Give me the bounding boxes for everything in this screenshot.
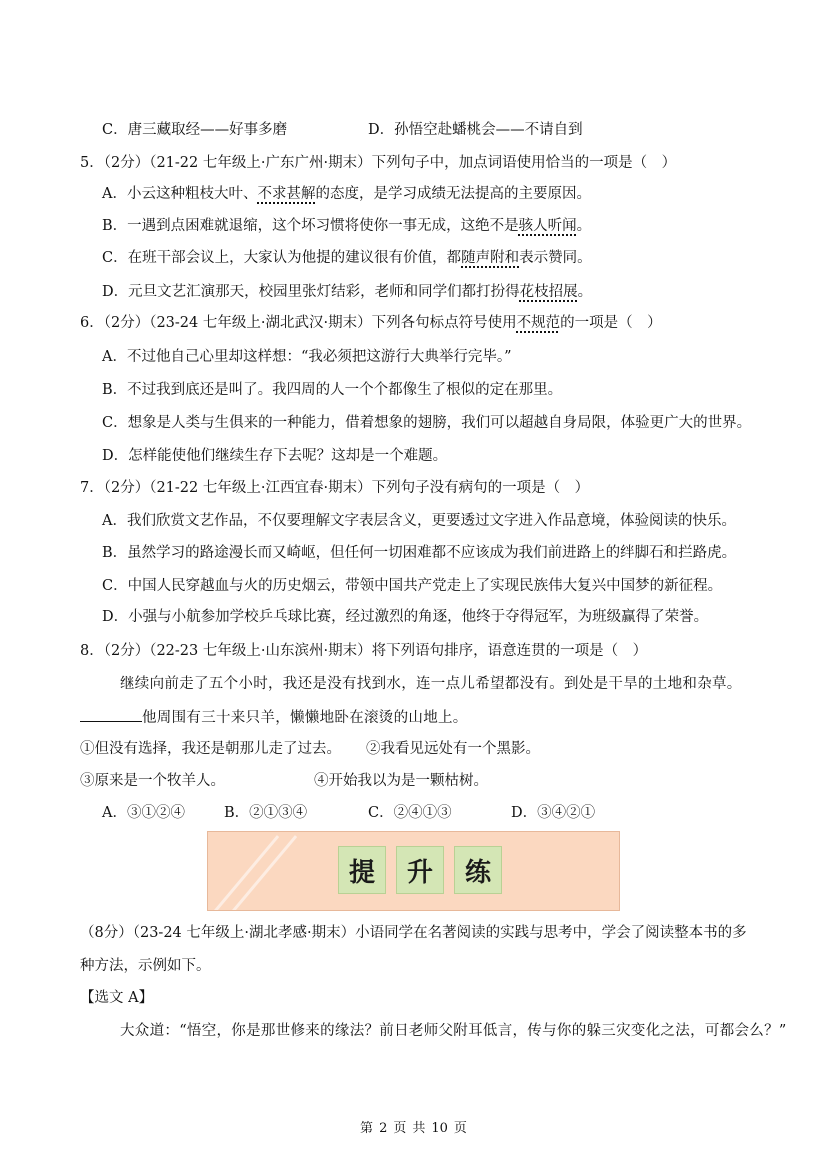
q7-option-a: A．我们欣赏文艺作品，不仅要理解文字表层含义，更要透过文字进入作品意境，体验阅读的快乐。 xyxy=(102,513,736,529)
q5-d-text: D．元旦文艺汇演那天，校园里张灯结彩，老师和同学们都打扮得 xyxy=(102,284,520,300)
q6-stem-text-end: 的一项是（ ） xyxy=(560,315,662,331)
q5-d-text-end: 。 xyxy=(577,284,593,300)
q4-option-c: C．唐三藏取经——好事多磨 xyxy=(102,122,288,138)
q8-options xyxy=(102,803,595,823)
q6-option-b: B．不过我到底还是叫了。我四周的人一个个都像生了根似的定在那里。 xyxy=(102,382,563,398)
footer-text: 第 xyxy=(360,1121,374,1136)
q5-option-d xyxy=(102,282,592,302)
q5-b-text: B．一遇到点困难就退缩，这个坏习惯将使你一事无成，这绝不是 xyxy=(102,218,519,234)
q5-d-dotted: 花枝招展 xyxy=(519,284,578,300)
banner-tile-3: 练 xyxy=(454,846,502,894)
q8-sentence-1: ①但没有选择，我还是朝那儿走了过去。 xyxy=(80,741,341,757)
q5-b-dotted: 骇人听闻 xyxy=(518,218,577,234)
q5-c-text-end: 表示赞同。 xyxy=(519,250,592,266)
footer-text: 页 xyxy=(393,1121,407,1136)
footer-text: 页 xyxy=(453,1121,467,1136)
q8-sentences-34 xyxy=(80,771,488,791)
q5-c-text: C．在班干部会议上，大家认为他提的建议很有价值，都 xyxy=(102,250,462,266)
total-pages: 10 xyxy=(431,1121,448,1136)
current-page: 2 xyxy=(379,1121,388,1136)
q8-option-b: B．②①③④ xyxy=(224,805,308,821)
q8-option-c: C．②④①③ xyxy=(368,805,452,821)
q5-a-text-end: 的态度，是学习成绩无法提高的主要原因。 xyxy=(315,186,591,202)
q5-option-a xyxy=(102,184,591,204)
q6-option-d: D．怎样能使他们继续生存下去呢？这却是一个难题。 xyxy=(102,448,448,464)
q6-option-a: A．不过他自己心里却这样想：“我必须把这游行大典举行完毕。” xyxy=(102,349,512,365)
q6-stem xyxy=(80,313,662,333)
reading-label: 【选文 A】 xyxy=(80,990,154,1006)
q7-option-d: D．小强与小航参加学校乒乓球比赛，经过激烈的角逐，他终于夺得冠军，为班级赢得了荣誉。 xyxy=(102,609,709,625)
page-footer xyxy=(0,1117,827,1136)
footer-text: 共 xyxy=(412,1121,426,1136)
q8-sentence-3: ③原来是一个牧羊人。 xyxy=(80,773,225,789)
section-banner xyxy=(207,831,620,911)
q8-option-d: D．③④②① xyxy=(511,805,596,821)
q5-a-text: A．小云这种粗枝大叶、 xyxy=(102,186,258,202)
q4-options-cd xyxy=(102,120,583,140)
q8-sentence-4: ④开始我以为是一颗枯树。 xyxy=(314,773,488,789)
q7-option-b: B．虽然学习的路途漫长而又崎岖，但任何一切困难都不应该成为我们前进路上的绊脚石和拦路虎。 xyxy=(102,545,737,561)
q4-option-d: D．孙悟空赴蟠桃会——不请自到 xyxy=(368,122,583,138)
q6-stem-dotted: 不规范 xyxy=(516,315,561,331)
q6-stem-text: 6．（2分）（23-24 七年级上·湖北武汉·期末）下列各句标点符号使用 xyxy=(80,315,517,331)
banner-stripe xyxy=(218,835,297,911)
q7-option-c: C．中国人民穿越血与火的历史烟云，带领中国共产党走上了实现民族伟大复兴中国梦的新征程。 xyxy=(102,578,723,594)
q6-option-c: C．想象是人类与生俱来的一种能力，借着想象的翅膀，我们可以超越自身局限，体验更广大的世界。 xyxy=(102,415,752,431)
q5-c-dotted: 随声附和 xyxy=(461,250,520,266)
q5-option-c xyxy=(102,248,592,268)
q8-sentences-12 xyxy=(80,739,540,759)
banner-tile-1: 提 xyxy=(338,846,386,894)
reading-intro-line2: 种方法，示例如下。 xyxy=(80,958,211,974)
banner-title xyxy=(338,846,502,894)
reading-intro-line1: （8分）（23-24 七年级上·湖北孝感·期末）小语同学在名著阅读的实践与思考中，学会了阅读整本书的多 xyxy=(80,925,747,941)
q8-passage-line2 xyxy=(80,707,468,728)
q5-b-text-end: 。 xyxy=(576,218,592,234)
q8-option-a: A．③①②④ xyxy=(102,805,185,821)
reading-quote: 大众道：“悟空，你是那世修来的缘法？前日老师父附耳低言，传与你的躲三灾变化之法，可都会么？” xyxy=(120,1023,787,1039)
q8-passage-text: 他周围有三十来只羊，懒懒地卧在滚烫的山地上。 xyxy=(142,710,468,726)
q5-stem: 5．（2分）（21-22 七年级上·广东广州·期末）下列句子中，加点词语使用恰当的一项是（ ） xyxy=(80,155,677,171)
q8-sentence-2: ②我看见远处有一个黑影。 xyxy=(366,741,540,757)
q7-stem: 7．（2分）（21-22 七年级上·江西宜春·期末）下列句子没有病句的一项是（ ） xyxy=(80,480,590,496)
q8-passage-line1: 继续向前走了五个小时，我还是没有找到水，连一点儿希望都没有。到处是干旱的土地和杂草。 xyxy=(120,676,742,692)
q5-option-b xyxy=(102,216,591,236)
q5-a-dotted: 不求甚解 xyxy=(257,186,316,202)
banner-tile-2: 升 xyxy=(396,846,444,894)
q8-stem: 8．（2分）（22-23 七年级上·山东滨州·期末）将下列语句排序，语意连贯的一项是（ ） xyxy=(80,643,648,659)
answer-blank xyxy=(80,707,142,722)
